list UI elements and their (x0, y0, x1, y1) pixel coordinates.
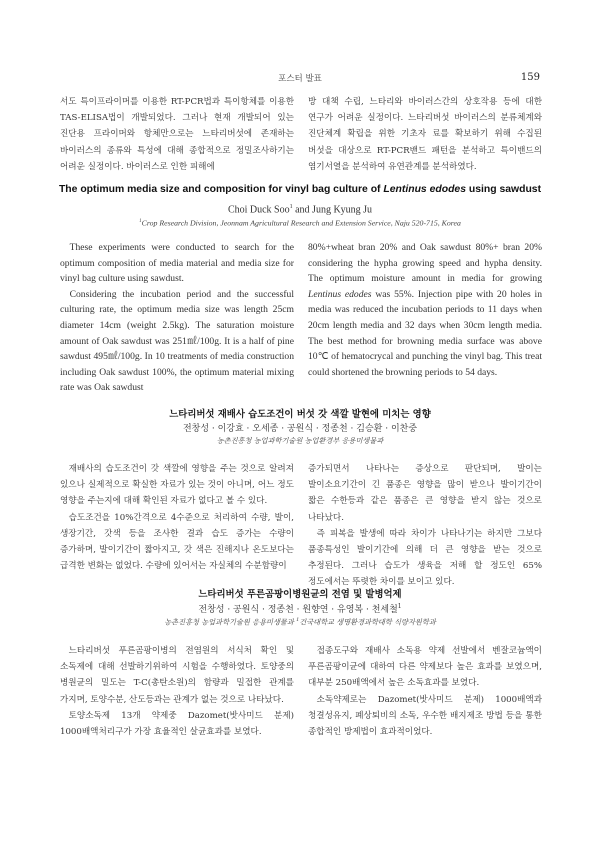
article1-title: The optimum media size and composition for vinyl bag culture of Lentinus edodes using sawdust (58, 184, 542, 195)
article2-left-p2: 습도조건을 10%간격으로 4수준으로 처리하여 수량, 발이, 생장기간, 갓색 등을 조사한 결과 습도 증가는 수량이 증가하며, 발이기간이 짧아지고, 갓 색은 진해지나 온도보다는 급격한 변화는 없었다. 수량에 있어서는 자실체의 수분함량이 (60, 512, 294, 572)
article1-authors: Choi Duck Soo$^1$ and Jung Kyung Ju (227, 204, 373, 216)
article3-right-column (308, 643, 542, 763)
article2-left-column (60, 461, 294, 581)
article3-left-p2: 토양소독제 13개 약제중 Dazomet(밧사미드 분제) 1000배액처리구가 가장 효율적인 살균효과를 보였다. (60, 710, 294, 738)
article2-affiliation: 농촌진흥청 농업과학기술원 농업환경부 응용미생물과 (216, 436, 384, 445)
article3-authors: 전창성 · 공원식 · 정종천 · 원향연 · 유영복 · 천세철$^1$ (198, 603, 402, 615)
article2-right-p1: 증가되면서 나타나는 증상으로 판단되며, 발이는 발이소요기간이 긴 품종은 영향을 많이 받으나 발이기간이 짧은 수한등과 같은 품종은 큰 영향을 받지 않는 것으로 나타났다. (308, 464, 542, 523)
article1-right-column (308, 240, 542, 382)
article3-title: 느타리버섯 푸른곰팡이병원균의 전염 및 발병억제 (198, 589, 402, 600)
article2-right-column (308, 461, 542, 588)
article3-right-p1: 접종도구와 재배사 소독용 약제 선발에서 벤잘코늄액이 푸른곰팡이균에 대하여 다른 약제보다 높은 효과를 보였으며, 대부분 250배액에서 높은 소독효과를 보였다. (308, 646, 542, 689)
article1-left-p1: These experiments were conducted to search for the optimum composition of media material and media size for vinyl bag culture using sawdust. (60, 242, 294, 285)
article2-left-p1: 재배사의 습도조건이 갓 색깔에 영향을 주는 것으로 알려져 있으나 실제적으로 확실한 자료가 있는 것이 아니며, 어느 정도 영향을 주는지에 대해 확인된 자료가 없다고 볼 수 있다. (60, 464, 294, 507)
article1-affiliation: $^1$Crop Research Division, Jeonnam Agricultural Research and Extension Service, Naju 520-715, Korea (139, 218, 461, 228)
article2-title: 느타리버섯 재배사 습도조건이 버섯 갓 색깔 발현에 미치는 영향 (169, 409, 431, 420)
page-number: 159 (520, 72, 540, 83)
top-left-column (60, 94, 294, 172)
top-left-paragraph: 서도 특이프라이머를 이용한 RT-PCR법과 특이항체를 이용한 TAS-ELISA법이 개발되었다. 그러나 현재 개발되어 있는 진단용 프라이머와 항체만으로는 느타리버섯에 존재하는 바이러스의 종류와 특성에 대해 종합적으로 정밀조사하기는 어려운 실정이다. 바이러스로 인한 피해에 (60, 97, 294, 172)
article3-right-p2: 소독약제로는 Dazomet(밧사미드 분제) 1000배액과 청결성유지, 폐상퇴비의 소독, 우수한 배지제조 방법 등을 통한 종합적인 방제법이 효과적이었다. (308, 694, 542, 738)
article2-right-p2: 즉 피복을 발생에 따라 차이가 나타나기는 하지만 그보다 품종특성인 발이기간에 의해 더 큰 영향을 받는 것으로 추정된다. 그러나 습도가 생육을 저해 할 정도인 65%정도에서는 뚜렷한 차이를 보이고 있다. (308, 528, 542, 588)
article1-right-p1: 80%+wheat bran 20% and Oak sawdust 80%+ bran 20% considering the hypha growing speed and hypha density. The optimum moisture amount in media for growing Lentinus edodes was 55%. Injection pipe with 20 holes in media was reduced the incubation periods to 11 days when 20cm length media and 32 days when 30cm length media. The best method for browning media surface was above 10℃ of hematocrycal and punching the vinyl bag. This treat could shortened the browning periods to 54 days. (308, 242, 542, 378)
article3-left-p1: 느타리버섯 푸른곰팡이병의 전염원의 서식처 확인 및 소독제에 대해 선발하기위하여 시험을 수행하였다. 토양중의 병원균의 밀도는 T-C(총탄소원)의 함량과 밀접한 관계를 가지며, 토양수분, 산도등과는 관계가 없는 것으로 나타났다. (60, 646, 294, 705)
article1-left-p2: Considering the incubation period and the successful culturing rate, the optimum media size was length 25cm diameter 14cm (weight 2.5kg). The saturation moisture amount of Oak sawdust was 251㎖/100g. It is a half of pine sawdust 495㎖/100g. In 10 treatments of media construction including Oak sawdust 100%, the optimum material mixing rate was Oak sawdust (60, 288, 294, 394)
article3-left-column (60, 643, 294, 763)
article1-left-column (60, 240, 294, 394)
article2-authors: 전창성 · 이강효 · 오세종 · 공원식 · 정종천 · 김승환 · 이찬중 (182, 424, 418, 434)
running-title: 포스터 발표 (278, 74, 322, 84)
article3-affiliation: 농촌진흥청 농업과학기술원 응용미생물과 $^1$건국대학교 생명환경과학대학 식량자원학과 (164, 617, 436, 627)
top-right-column (308, 94, 542, 172)
top-right-paragraph: 방 대책 수립, 느타리와 바이러스간의 상호작용 등에 대한 연구가 어려운 실정이다. 느타리버섯 바이러스의 분류체계와 진단체계 확립을 위한 기초자 료를 확보하기 위해 수집된 버섯을 대상으로 RT-PCR밴드 패턴을 분석하고 특이밴드의 염기서열을 분석하여 유연관계를 분석하였다. (308, 97, 542, 172)
page-header (0, 72, 600, 86)
